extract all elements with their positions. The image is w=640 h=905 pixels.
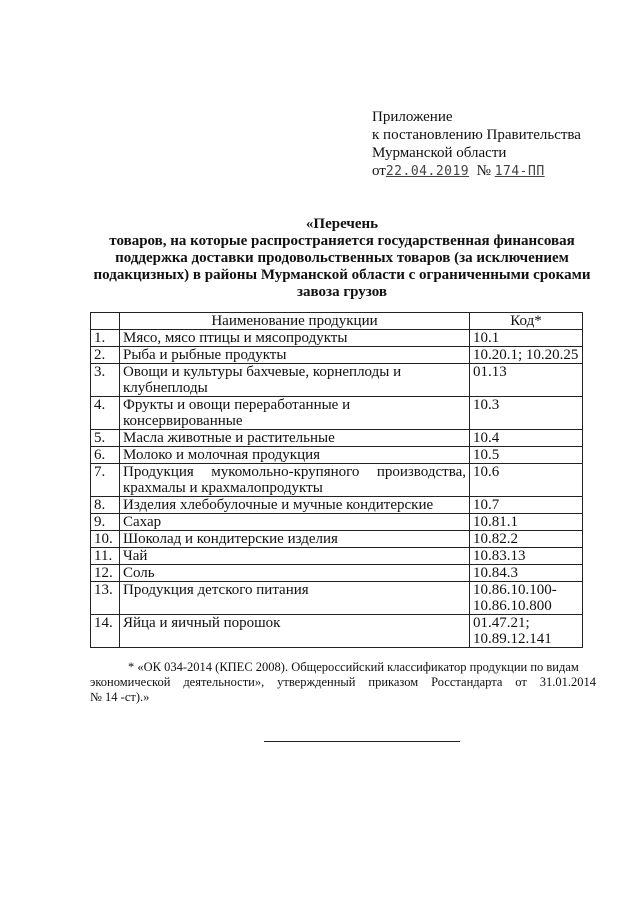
title-line-1: «Перечень xyxy=(305,216,379,232)
table-row xyxy=(91,565,583,582)
row-name: Шоколад и кондитерские изделия xyxy=(120,531,470,548)
row-code: 10.20.1; 10.20.25 xyxy=(470,347,583,364)
row-num: 9. xyxy=(91,514,120,531)
row-num: 4. xyxy=(91,397,120,430)
appendix-region: Мурманской области xyxy=(372,145,507,161)
table-header-row xyxy=(91,313,583,330)
row-code: 10.81.1 xyxy=(470,514,583,531)
row-code: 10.84.3 xyxy=(470,565,583,582)
row-name: Молоко и молочная продукция xyxy=(120,447,470,464)
row-code: 10.82.2 xyxy=(470,531,583,548)
row-num: 10. xyxy=(91,531,120,548)
appendix-date-number xyxy=(372,162,581,181)
footnote-line-1: * «ОК 034-2014 (КПЕС 2008). Общероссийский классификатор продукции по видам xyxy=(128,660,579,674)
row-code: 10.5 xyxy=(470,447,583,464)
row-num: 7. xyxy=(91,464,120,497)
header-name: Наименование продукции xyxy=(120,313,470,330)
footnote xyxy=(90,660,596,705)
row-num: 12. xyxy=(91,565,120,582)
header-code: Код* xyxy=(470,313,583,330)
row-num: 13. xyxy=(91,582,120,615)
table-row xyxy=(91,531,583,548)
appendix-resolution: к постановлению Правительства xyxy=(372,127,581,143)
row-name: Соль xyxy=(120,565,470,582)
row-code: 01.47.21; 10.89.12.141 xyxy=(470,615,583,648)
document-title xyxy=(92,216,592,301)
row-num: 5. xyxy=(91,430,120,447)
table-row xyxy=(91,582,583,615)
table-row xyxy=(91,615,583,648)
number-prefix: № xyxy=(476,163,491,179)
table-row xyxy=(91,364,583,397)
row-code: 01.13 xyxy=(470,364,583,397)
row-code: 10.86.10.100-10.86.10.800 xyxy=(470,582,583,615)
table-row xyxy=(91,514,583,531)
table-row xyxy=(91,347,583,364)
row-num: 3. xyxy=(91,364,120,397)
appendix-label: Приложение xyxy=(372,109,453,125)
row-name: Масла животные и растительные xyxy=(120,430,470,447)
title-line-3: поддержка доставки продовольственных товаров (за исключением xyxy=(115,250,569,266)
product-table xyxy=(90,312,583,648)
row-name: Чай xyxy=(120,548,470,565)
row-code: 10.83.13 xyxy=(470,548,583,565)
appendix-header xyxy=(372,108,581,181)
footnote-line-3: № 14 -ст).» xyxy=(90,690,150,704)
table-row xyxy=(91,497,583,514)
table-row xyxy=(91,397,583,430)
header-num xyxy=(91,313,120,330)
table-row xyxy=(91,330,583,347)
row-num: 6. xyxy=(91,447,120,464)
title-line-4: подакцизных) в районы Мурманской области с ограниченными сроками xyxy=(93,267,591,283)
row-name: Овощи и культуры бахчевые, корнеплоды и клубнеплоды xyxy=(120,364,470,397)
row-name: Продукция детского питания xyxy=(120,582,470,615)
row-name: Рыба и рыбные продукты xyxy=(120,347,470,364)
row-num: 14. xyxy=(91,615,120,648)
date-prefix: от xyxy=(372,163,386,179)
resolution-number: 174-ПП xyxy=(494,164,545,179)
row-name: Мясо, мясо птицы и мясопродукты xyxy=(120,330,470,347)
row-name: Сахар xyxy=(120,514,470,531)
row-num: 8. xyxy=(91,497,120,514)
table-row xyxy=(91,447,583,464)
title-line-2: товаров, на которые распространяется государственная финансовая xyxy=(109,233,575,249)
resolution-date: 22.04.2019 xyxy=(385,164,470,179)
row-num: 1. xyxy=(91,330,120,347)
title-line-5: завоза грузов xyxy=(297,284,387,300)
row-num: 2. xyxy=(91,347,120,364)
row-name: Продукция мукомольно-крупяного производства, крахмалы и крахмалопродукты xyxy=(120,464,470,497)
table-row xyxy=(91,430,583,447)
table-row xyxy=(91,464,583,497)
row-name: Изделия хлебобулочные и мучные кондитерские xyxy=(120,497,470,514)
row-name: Фрукты и овощи переработанные и консервированные xyxy=(120,397,470,430)
row-code: 10.3 xyxy=(470,397,583,430)
footnote-line-2: экономической деятельности», утвержденный приказом Росстандарта от 31.01.2014 xyxy=(90,675,596,689)
row-code: 10.6 xyxy=(470,464,583,497)
table-row xyxy=(91,548,583,565)
row-name: Яйца и яичный порошок xyxy=(120,615,470,648)
row-num: 11. xyxy=(91,548,120,565)
row-code: 10.1 xyxy=(470,330,583,347)
closing-divider xyxy=(264,741,460,742)
row-code: 10.4 xyxy=(470,430,583,447)
row-code: 10.7 xyxy=(470,497,583,514)
